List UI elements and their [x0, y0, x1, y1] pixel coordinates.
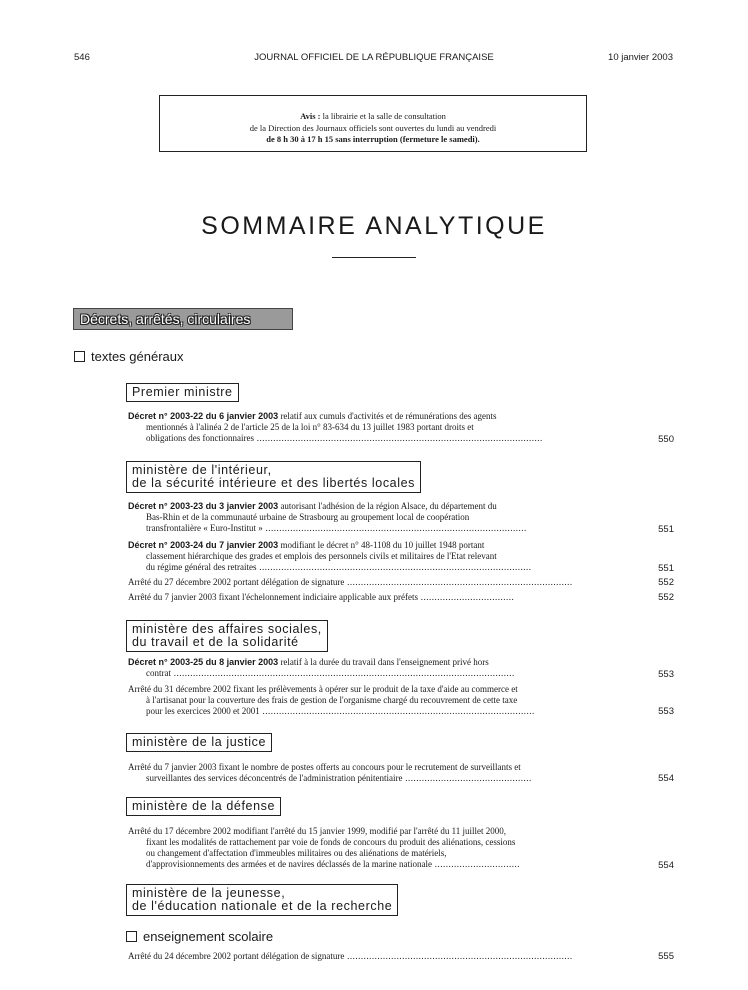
notice-line1: la librairie et la salle de consultation [320, 111, 446, 121]
entry-text: autorisant l'adhésion de la région Alsace, du département du [278, 501, 497, 511]
notice-label: Avis : [300, 111, 321, 121]
entry-page: 551 [658, 524, 674, 535]
leader-dots: .................................................................................. [344, 577, 573, 587]
entry-text: Bas-Rhin et de la communauté urbaine de Strasbourg au groupement local de coopération [146, 512, 470, 522]
entry-arrete-17-dec-2002[interactable] [128, 826, 624, 870]
leader-dots: ............................................................................................... [262, 523, 527, 533]
entry-text: surveillantes des services déconcentrés de l'administration pénitentiaire [146, 773, 403, 783]
entry-text: relatif à la durée du travail dans l'enseignement privé hors [278, 657, 489, 667]
entry-arrete-31-dec-2002[interactable] [128, 684, 624, 717]
checkbox-square-icon [74, 351, 85, 362]
ministry-name-line: ministère des affaires sociales, [132, 622, 322, 636]
entry-text: relatif aux cumuls d'activités et de rémunérations des agents [278, 411, 497, 421]
issue-date: 10 janvier 2003 [608, 52, 673, 63]
leader-dots: .................................. [418, 592, 515, 602]
ministry-name-line: de la sécurité intérieure et des libertés locales [132, 476, 416, 490]
entry-text: pour les exercices 2000 et 2001 [146, 706, 260, 716]
entry-text: Arrêté du 7 janvier 2003 fixant le nombre de postes offerts au concours pour le recrutement de surveillants et [128, 762, 521, 772]
entry-arrete-7-jan-2003-surveillants[interactable] [128, 762, 624, 784]
ministry-interieur [126, 461, 421, 493]
entry-page: 551 [658, 563, 674, 574]
notice-line3: de 8 h 30 à 17 h 15 sans interruption (fermeture le samedi). [266, 134, 480, 144]
leader-dots: .................................................................................. [344, 951, 573, 961]
ministry-justice: ministère de la justice [126, 733, 272, 752]
checkbox-square-icon [126, 931, 137, 942]
notice-box [159, 95, 587, 152]
entry-text: classement hiérarchique des grades et emplois des personnels civils et militaires de l'Etat relevant [146, 551, 497, 561]
entry-decret-2003-24[interactable] [128, 540, 624, 573]
entry-arrete-27-dec-2002[interactable] [128, 577, 624, 588]
ministry-premier-ministre: Premier ministre [126, 383, 239, 402]
entry-text: du régime général des retraites [146, 562, 257, 572]
section-label: textes généraux [91, 349, 184, 364]
entry-page: 552 [658, 592, 674, 603]
entry-decret-2003-23[interactable] [128, 501, 624, 534]
leader-dots: ............................... [432, 859, 521, 869]
entry-text: fixant les modalités de rattachement par voie de fonds de concours du produit des aliénations, cessions [146, 837, 516, 847]
entry-page: 554 [658, 860, 674, 871]
entry-ref: Décret n° 2003-23 du 3 janvier 2003 [128, 501, 279, 511]
entry-text: transfrontalière « Euro-Institut » [146, 523, 263, 533]
ministry-name-line: de l'éducation nationale et de la recherche [132, 899, 393, 913]
journal-title: JOURNAL OFFICIEL DE LA RÉPUBLIQUE FRANÇAISE [254, 52, 494, 63]
entry-text: obligations des fonctionnaires [146, 433, 254, 443]
title-divider [332, 257, 416, 258]
leader-dots: ................................................................................................... [259, 706, 535, 716]
entry-page: 553 [658, 669, 674, 680]
entry-page: 552 [658, 577, 674, 588]
entry-text: Arrêté du 17 décembre 2002 modifiant l'arrêté du 15 janvier 1999, modifié par l'arrêté du 11 juillet 2000, [128, 826, 507, 836]
entry-text: d'approvisionnements des armées et de navires déclassés de la marine nationale [146, 859, 433, 869]
entry-text: à l'artisanat pour la couverture des frais de gestion de l'organisme chargé du recouvrement de cette taxe [146, 695, 518, 705]
entry-ref: Décret n° 2003-24 du 7 janvier 2003 [128, 540, 279, 550]
ministry-defense: ministère de la défense [126, 797, 281, 816]
entry-page: 550 [658, 434, 674, 445]
entry-decret-2003-25[interactable] [128, 657, 624, 679]
entry-ref: Décret n° 2003-25 du 8 janvier 2003 [128, 657, 279, 667]
entry-page: 553 [658, 706, 674, 717]
section-textes-generaux [74, 349, 184, 364]
entry-text: Arrêté du 31 décembre 2002 fixant les prélèvements à opérer sur le produit de la taxe d'aide au commerce et [128, 684, 518, 694]
entry-arrete-24-dec-2002[interactable] [128, 951, 624, 962]
leader-dots: ................................................................................................... [256, 562, 532, 572]
entry-text: ou changement d'affectation d'immeubles militaires ou des aliénations de matériels, [146, 848, 447, 858]
leader-dots: ............................................................................................................................ [171, 668, 515, 678]
leader-dots: .............................................. [402, 773, 532, 783]
entry-text: Arrêté du 7 janvier 2003 fixant l'échelonnement indiciaire applicable aux préfets [128, 592, 419, 602]
page-number: 546 [74, 52, 90, 63]
entry-arrete-7-jan-2003-prefets[interactable] [128, 592, 624, 603]
entry-ref: Décret n° 2003-22 du 6 janvier 2003 [128, 411, 279, 421]
entry-text: modifiant le décret n° 48-1108 du 10 juillet 1948 portant [278, 540, 485, 550]
entry-text: Arrêté du 27 décembre 2002 portant délégation de signature [128, 577, 345, 587]
ministry-name-line: du travail et de la solidarité [132, 635, 299, 649]
notice-line2: de la Direction des Journaux officiels sont ouvertes du lundi au vendredi [249, 122, 497, 133]
page-title: SOMMAIRE ANALYTIQUE [201, 212, 547, 240]
ministry-name-line: ministère de l'intérieur, [132, 463, 272, 477]
entry-decret-2003-22[interactable] [128, 411, 624, 444]
entry-page: 555 [658, 951, 674, 962]
entry-text: contrat [146, 668, 171, 678]
ministry-name-line: ministère de la jeunesse, [132, 886, 286, 900]
ministry-affaires-sociales [126, 620, 328, 652]
ministry-jeunesse [126, 884, 398, 916]
leader-dots: ........................................................................................................ [253, 433, 543, 443]
category-banner: Décrets, arrêtés, circulaires [73, 308, 293, 330]
entry-text: mentionnés à l'alinéa 2 de l'article 25 de la loi n° 83-634 du 13 juillet 1983 portant droits et [146, 422, 474, 432]
entry-text: Arrêté du 24 décembre 2002 portant délégation de signature [128, 951, 345, 961]
section-label: enseignement scolaire [143, 929, 274, 944]
entry-page: 554 [658, 773, 674, 784]
section-enseignement-scolaire [126, 929, 273, 944]
